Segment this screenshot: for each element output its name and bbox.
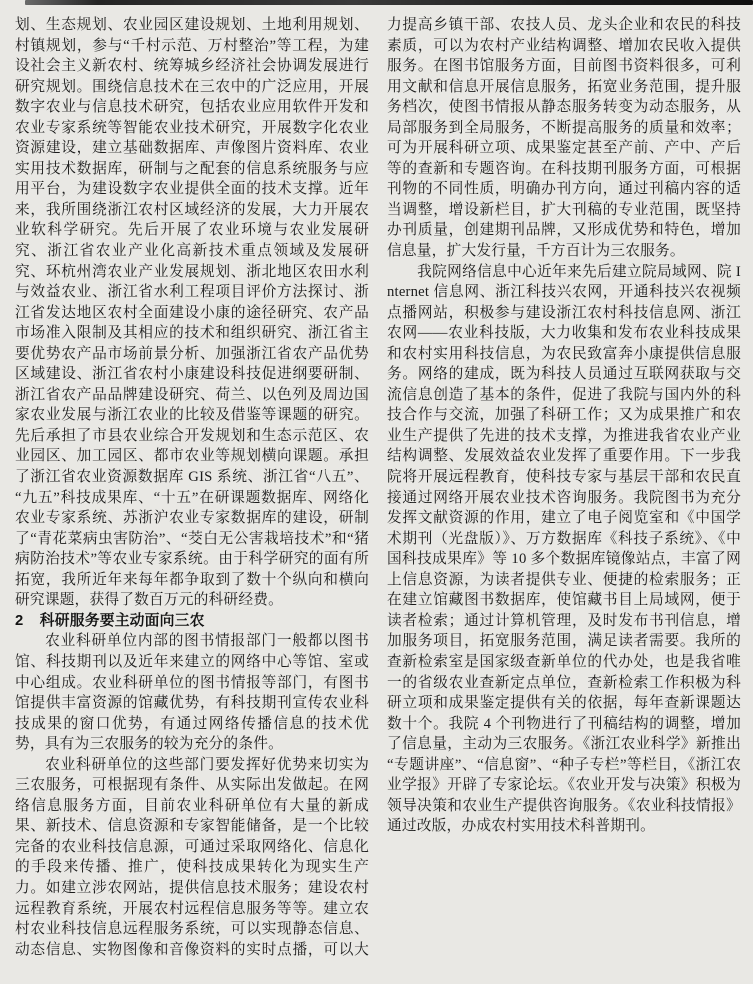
paragraph: 农业科研单位内部的图书情报部门一般都以图书馆、科技期刊以及近年来建立的网络中心等馆、室或中心组成。农业科研单位的图书情报等部门，有图书馆提供丰富资源的馆藏优势，有科技期刊宣传农业科技成果的窗口优势，有通过网络传播信息的技术优势，具有为三农服务的较为充分的条件。 xyxy=(15,633,369,753)
paragraph: 农业科研单位的这些部门要发挥好优势来切实为三农服务，可根据现有条件、从实际出发做起。在网络信息服务方面，目前农业科研单位有大量的新成果、新技术、信息资源和专家智能储备，是一个比较完备的农业科技信息源，可通过采取网络化、信息化的手段来传播、推广，使科技成果转化为现实生产力。如建立涉农网站，提供信息技术服务；建设农村远程教育系统，开展农村远程信息服务等等。建立农村农业科技信息远程服务系统，可以实现静态信息、动态信息、实物图像和音像资料的实时点播，可以大力提高乡镇干部、农技人员、龙头企业和农民的科技素质，可以为农村产业结构调整、增加农民收入提供服务。在图书馆服务方面，目前图书资料很多，可利用文献和信息开展信息服务，拓宽业务范围，提升服务档次，使图书情报从静态服务转变为动态服务，从局部服务到全局服务，不断提高服务的质量和效率；可为开展科研立项、成果鉴定甚至产前、产中、产后等的查新和专题咨询。在科技期刊服务方面，可根据刊物的不同性质，明确办刊方向，通过刊稿内容的适当调整，增设新栏目，扩大刊稿的专业范围，既坚持办刊质量，创建期刊品牌，又形成优势和特色，增加信息量，扩大发行量，千方百计为三农服务。 xyxy=(15,17,741,958)
paragraph: 划、生态规划、农业园区建设规划、土地利用规划、村镇规划，参与“千村示范、万村整治”等工程，为建设社会主义新农村、统筹城乡经济社会协调发展进行研究规划。围绕信息技术在三农中的广泛应用，开展数字农业与信息技术研究，包括农业应用软件开发和农业专家系统等智能农业技术研究，开展数字化农业资源建设，建立基础数据库、声像图片资料库、农业实用技术数据库，研制与之配套的信息系统服务与应用平台，为建设数字农业提供全面的技术支撑。近年来，我所围绕浙江农村区域经济的发展，大力开展农业软科学研究。先后开展了农业环境与农业发展研究、浙江省农业产业化高新技术重点领域及发展研究、环杭州湾农业产业发展规划、浙北地区农田水利与效益农业、浙江省水利工程项目评价方法探讨、浙江省发达地区农村全面建设小康的途径研究、农产品市场准入限制及其相应的技术和组织研究、浙江省主要优势农产品市场前景分析、加强浙江省农产品优势区域建设、浙江省农村小康建设科技促进纲要研制、浙江省农产品品牌建设研究、荷兰、以色列及周边国家农业发展与浙江农业的比较及借鉴等课题的研究。先后承担了市县农业综合开发规划和生态示范区、农业园区、加工园区、都市农业等规划横向课题。承担了浙江省农业资源数据库 GIS 系统、浙江省“八五”、“九五”科技成果库、“十五”在研课题数据库、网络化农业专家系统、苏浙沪农业专家数据库的建设，研制了“青花菜病虫害防治”、“茭白无公害栽培技术”和“猪病防治技术”等农业专家系统。由于科学研究的面有所拓宽，我所近年来每年都争取到了数十个纵向和横向研究课题，获得了数百万元的科研经费。 xyxy=(15,17,369,609)
section-title: 科研服务要主动面向三农 xyxy=(39,612,205,629)
scan-edge-artifact xyxy=(25,0,753,5)
article-columns xyxy=(15,15,741,978)
section-number: 2 xyxy=(15,612,24,629)
section-heading xyxy=(15,611,369,632)
paragraph: 我院网络信息中心近年来先后建立院局域网、院 Internet 信息网、浙江科技兴农网，开通科技兴农视频点播网站，积极参与建设浙江农村科技信息网、浙江农网——农业科技版，大力收集和发布农业科技成果和农村实用科技信息，为农民致富奔小康提供信息服务。网络的建成，既为科技人员通过互联网获取与交流信息创造了基本的条件，促进了我院与国内外的科技合作与交流，加强了科研工作；又为成果推广和农业生产提供了先进的技术支撑，为推进我省农业产业结构调整、发展效益农业发挥了重要作用。下一步我院将开展远程教育，使科技专家与基层干部和农民直接通过网络开展农业技术咨询服务。我院图书为充分发挥文献资源的作用，建立了电子阅览室和《中国学术期刊（光盘版）》、万方数据库《科技子系统》、《中国科技成果库》等 10 多个数据库镜像站点，丰富了网上信息资源，为读者提供专业、便捷的检索服务；正在建立馆藏图书数据库，使馆藏书目上局域网，便于读者检索；通过计算机管理，及时发布书刊信息，增加服务项目，拓宽服务范围，满足读者需要。我所的查新检索室是国家级查新单位的代办处，也是我省唯一的省级农业查新定点单位，查新检索工作积极为科研立项和成果鉴定提供有关的依据，每年查新课题达数十个。我院 4 个刊物进行了刊稿结构的调整，增加了信息量，主动为三农服务。《浙江农业科学》新推出“专题讲座”、“信息窗”、“种子专栏”等栏目，《浙江农业学报》开辟了专家论坛。《农业开发与决策》积极为领导决策和农业生产提供咨询服务。《农业科技情报》通过改版，办成农村实用技术科普期刊。 xyxy=(387,263,741,835)
